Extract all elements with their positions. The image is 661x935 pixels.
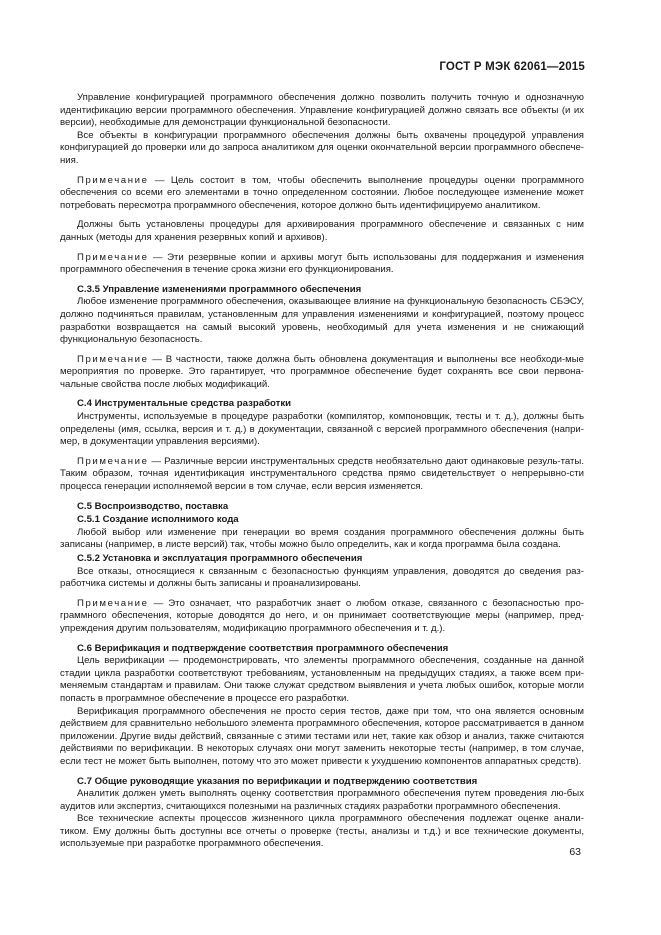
note-text: — Это означает, что разработчик знает о любом отказе, связанного с безопасностью про-граммного обеспечения, которые доводятся до него, и он принимает соответствующие меры (например, пред-упреждения другим пользователям, модификацию программного обеспечения и т. д.). xyxy=(60,597,584,634)
body-paragraph: Инструменты, используемые в процедуре разработки (компилятор, компоновщик, тесты и т. д.), должны быть определены (имя, ссылка, версия и т. д.) в документации, связанной с версией программного обеспечения (напри-мер, в документации управления версиями). xyxy=(60,411,584,448)
body-paragraph: Управление конфигурацией программного обеспечения должно позволить получить точную и однозначную идентификацию версии программного обеспечения. Управление конфигурацией должно связать все объекты (и их версии), необходимые для демонстрации функциональной безопасности. xyxy=(60,92,584,129)
note-paragraph xyxy=(60,175,584,213)
note-label: Примечание xyxy=(77,597,149,609)
section-heading: С.5 Воспроизводство, поставка xyxy=(77,500,229,512)
section-heading: С.5.2 Установка и эксплуатация программного обеспечения xyxy=(77,553,363,564)
note-label: Примечание xyxy=(77,455,149,467)
note-paragraph xyxy=(60,354,584,392)
body-paragraph: Все технические аспекты процессов жизненного цикла программного обеспечения подлежат оценке анали-тиком. Ему должны быть доступны все отчеты о проверке (тесты, анализы и т.д.) и все технические документы, используемые при разработке программного обеспечения. xyxy=(60,813,584,850)
body-paragraph: Должны быть установлены процедуры для архивирования программного обеспечение и связанных с ним данных (методы для хранения резервных копий и архивов). xyxy=(60,219,584,243)
body-paragraph: Любой выбор или изменение при генерации во время создания программного обеспечения должны быть записаны (например, в листе версий) так, чтобы можно было определить, как и когда программа была создана. xyxy=(60,526,584,551)
note-label: Примечание xyxy=(77,353,149,365)
note-paragraph xyxy=(60,456,584,494)
document-body xyxy=(60,92,584,851)
section-heading: С.7 Общие руководящие указания по верификации и подтверждению соответствия xyxy=(77,775,478,787)
body-paragraph: Все объекты в конфигурации программного обеспечения должны быть охвачены процедурой управления конфигурацией до проверки или до запроса аналитиком для оценки окончательной версии программного обеспече-ния. xyxy=(60,129,584,166)
body-paragraph: Все отказы, относящиеся к связанным с безопасностью функциям управления, доводятся до сведения раз-работчика системы и должны быть записаны и проанализированы. xyxy=(60,565,584,590)
note-paragraph xyxy=(60,598,584,636)
document-id-header: ГОСТ Р МЭК 62061—2015 xyxy=(439,61,585,73)
body-paragraph: Цель верификации — продемонстрировать, что элементы программного обеспечения, созданные на данной стадии цикла разработки соответствуют требованиям, установленным на предыдущих стадиях, а также всем при-меняемым стандартам и правилам. Они также служат средством выявления и учета любых ошибок, которые могли попасть в программное обеспечение в процессе его разработки. xyxy=(60,655,584,704)
note-text: — В частности, также должна быть обновлена документация и выполнены все необходи-мые мероприятия по проверке. Это гарантирует, что программное обеспечение будет сохранять все свои первона-чальные свойства после любых модификаций. xyxy=(60,353,584,390)
section-heading: С.3.5 Управление изменениями программного обеспечения xyxy=(77,283,362,295)
note-text: — Цель состоит в том, чтобы обеспечить выполнение процедуры оценки программного обеспечения со всеми его элементами в точно определенном состоянии. Любое последующее изменение может потребовать пересмотра программного обеспечения, которое должно быть идентифицируемо аналитиком. xyxy=(60,174,584,211)
body-paragraph: Любое изменение программного обеспечения, оказывающее влияние на функциональную безопасность СБЭСУ, должно подчиняться правилам, установленным для управления изменениями и конфигурацией, поэтому процесс разработки возвращается на самый высокий уровень, необходимый для учета изменения и не снижающий функциональную безопасность. xyxy=(60,296,584,346)
note-label: Примечание xyxy=(77,251,149,263)
section-heading: С.4 Инструментальные средства разработки xyxy=(77,398,292,410)
note-paragraph xyxy=(60,252,584,277)
note-text: — Различные версии инструментальных средств необязательно дают одинаковые резуль-таты. Таким образом, точная идентификация инструментального средства прямо свидетельствует о непрерывно-сти процесса генерации исполняемой версии в том случае, если версия изменяется. xyxy=(60,455,584,493)
note-text: — Эти резервные копии и архивы могут быть использованы для поддержания и изменения программного обеспечения в течение срока жизни его функционирования. xyxy=(60,251,584,276)
section-heading: С.6 Верификация и подтверждение соответствия программного обеспечения xyxy=(77,642,449,654)
body-paragraph: Верификация программного обеспечения не просто серия тестов, даже при том, что она является основным действием для сравнительно небольшого элемента программного обеспечения, которое рассматривается в данном приложении. Другие виды действий, связанные с этими тестами или нет, такие как обзор и анализ, также считаются действиями по верификации. В некоторых случаях они могут заменить некоторые тесты (например, в том случае, если тест не может быть выполнен, потому что это может привести к ухудшению компонентов аппаратных средств). xyxy=(60,705,584,767)
body-paragraph: Аналитик должен уметь выполнять оценку соответствия программного обеспечения путем проведения лю-бых аудитов или экспертиз, считающихся полезными на различных стадиях разработки программного обеспечения. xyxy=(60,788,584,812)
page-number: 63 xyxy=(569,846,581,858)
section-heading: С.5.1 Создание исполнимого кода xyxy=(77,514,239,526)
note-label: Примечание xyxy=(77,174,149,186)
